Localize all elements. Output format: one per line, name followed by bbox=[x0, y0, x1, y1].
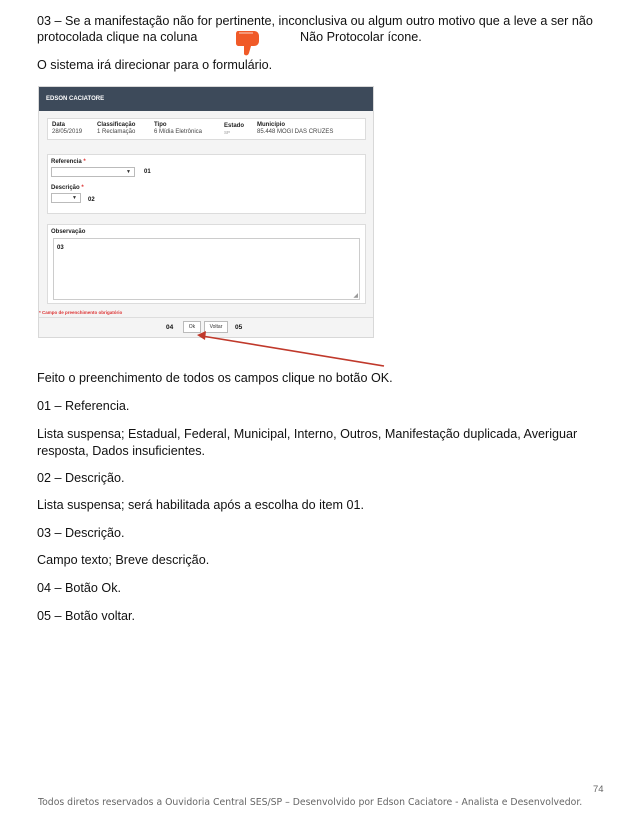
tipo-value: 6 Mídia Eletrônica bbox=[154, 129, 203, 135]
instruction-05: 05 – Botão voltar. bbox=[37, 609, 136, 623]
marker-04: 04 bbox=[166, 324, 174, 331]
intro-line-2-start: protocolada clique na coluna bbox=[37, 30, 198, 44]
data-value: 28/05/2019 bbox=[52, 129, 83, 135]
marker-03: 03 bbox=[57, 245, 64, 251]
page-number: 74 bbox=[593, 784, 604, 795]
marker-01: 01 bbox=[144, 169, 151, 175]
instruction-01: 01 – Referencia. bbox=[37, 399, 130, 413]
chevron-down-icon: ▼ bbox=[72, 195, 77, 201]
resize-grip-icon[interactable]: ◢ bbox=[353, 293, 358, 299]
intro-line-1: 03 – Se a manifestação não for pertinente, inconclusiva ou algum outro motivo que a leve a ser não bbox=[37, 14, 593, 28]
instruction-01-desc: Lista suspensa; Estadual, Federal, Municipal, Interno, Outros, Manifestação duplicada, Averiguar bbox=[37, 427, 578, 441]
observacao-label: Observação bbox=[51, 229, 86, 235]
instruction-02: 02 – Descrição. bbox=[37, 471, 125, 485]
form-header: EDSON CACIATORE bbox=[39, 87, 374, 111]
ok-button[interactable]: Ok bbox=[183, 321, 201, 333]
instruction-ok: Feito o preenchimento de todos os campos clique no botão OK. bbox=[37, 371, 393, 385]
page-footer: Todos diretos reservados a Ouvidoria Central SES/SP – Desenvolvido por Edson Caciatore - Analista e Desenvolvedor. bbox=[38, 797, 583, 808]
voltar-button[interactable]: Voltar bbox=[204, 321, 228, 333]
marker-02: 02 bbox=[88, 197, 95, 203]
instruction-03: 03 – Descrição. bbox=[37, 526, 125, 540]
classificacao-label: Classificação bbox=[97, 122, 136, 128]
tipo-label: Tipo bbox=[154, 122, 167, 128]
marker-05: 05 bbox=[235, 324, 243, 331]
instruction-02-desc: Lista suspensa; será habilitada após a escolha do item 01. bbox=[37, 498, 364, 512]
redirect-text: O sistema irá direcionar para o formulário. bbox=[37, 58, 273, 72]
estado-value: SP bbox=[224, 130, 231, 135]
instruction-04: 04 – Botão Ok. bbox=[37, 581, 122, 595]
required-note: * Campo de preenchimento obrigatório bbox=[39, 310, 123, 315]
municipio-value: 85.448 MOGI DAS CRUZES bbox=[257, 129, 334, 135]
chevron-down-icon: ▼ bbox=[126, 169, 131, 175]
estado-label: Estado bbox=[224, 123, 245, 129]
municipio-label: Município bbox=[257, 122, 285, 128]
descricao-label: Descrição * bbox=[51, 185, 84, 191]
instruction-03-desc: Campo texto; Breve descrição. bbox=[37, 553, 210, 567]
data-label: Data bbox=[52, 122, 66, 128]
intro-line-2-end: Não Protocolar ícone. bbox=[300, 30, 422, 44]
referencia-label: Referencia * bbox=[51, 159, 86, 165]
classificacao-value: 1 Reclamação bbox=[97, 129, 136, 135]
instruction-01-desc-cont: resposta, Dados insuficientes. bbox=[37, 444, 206, 458]
